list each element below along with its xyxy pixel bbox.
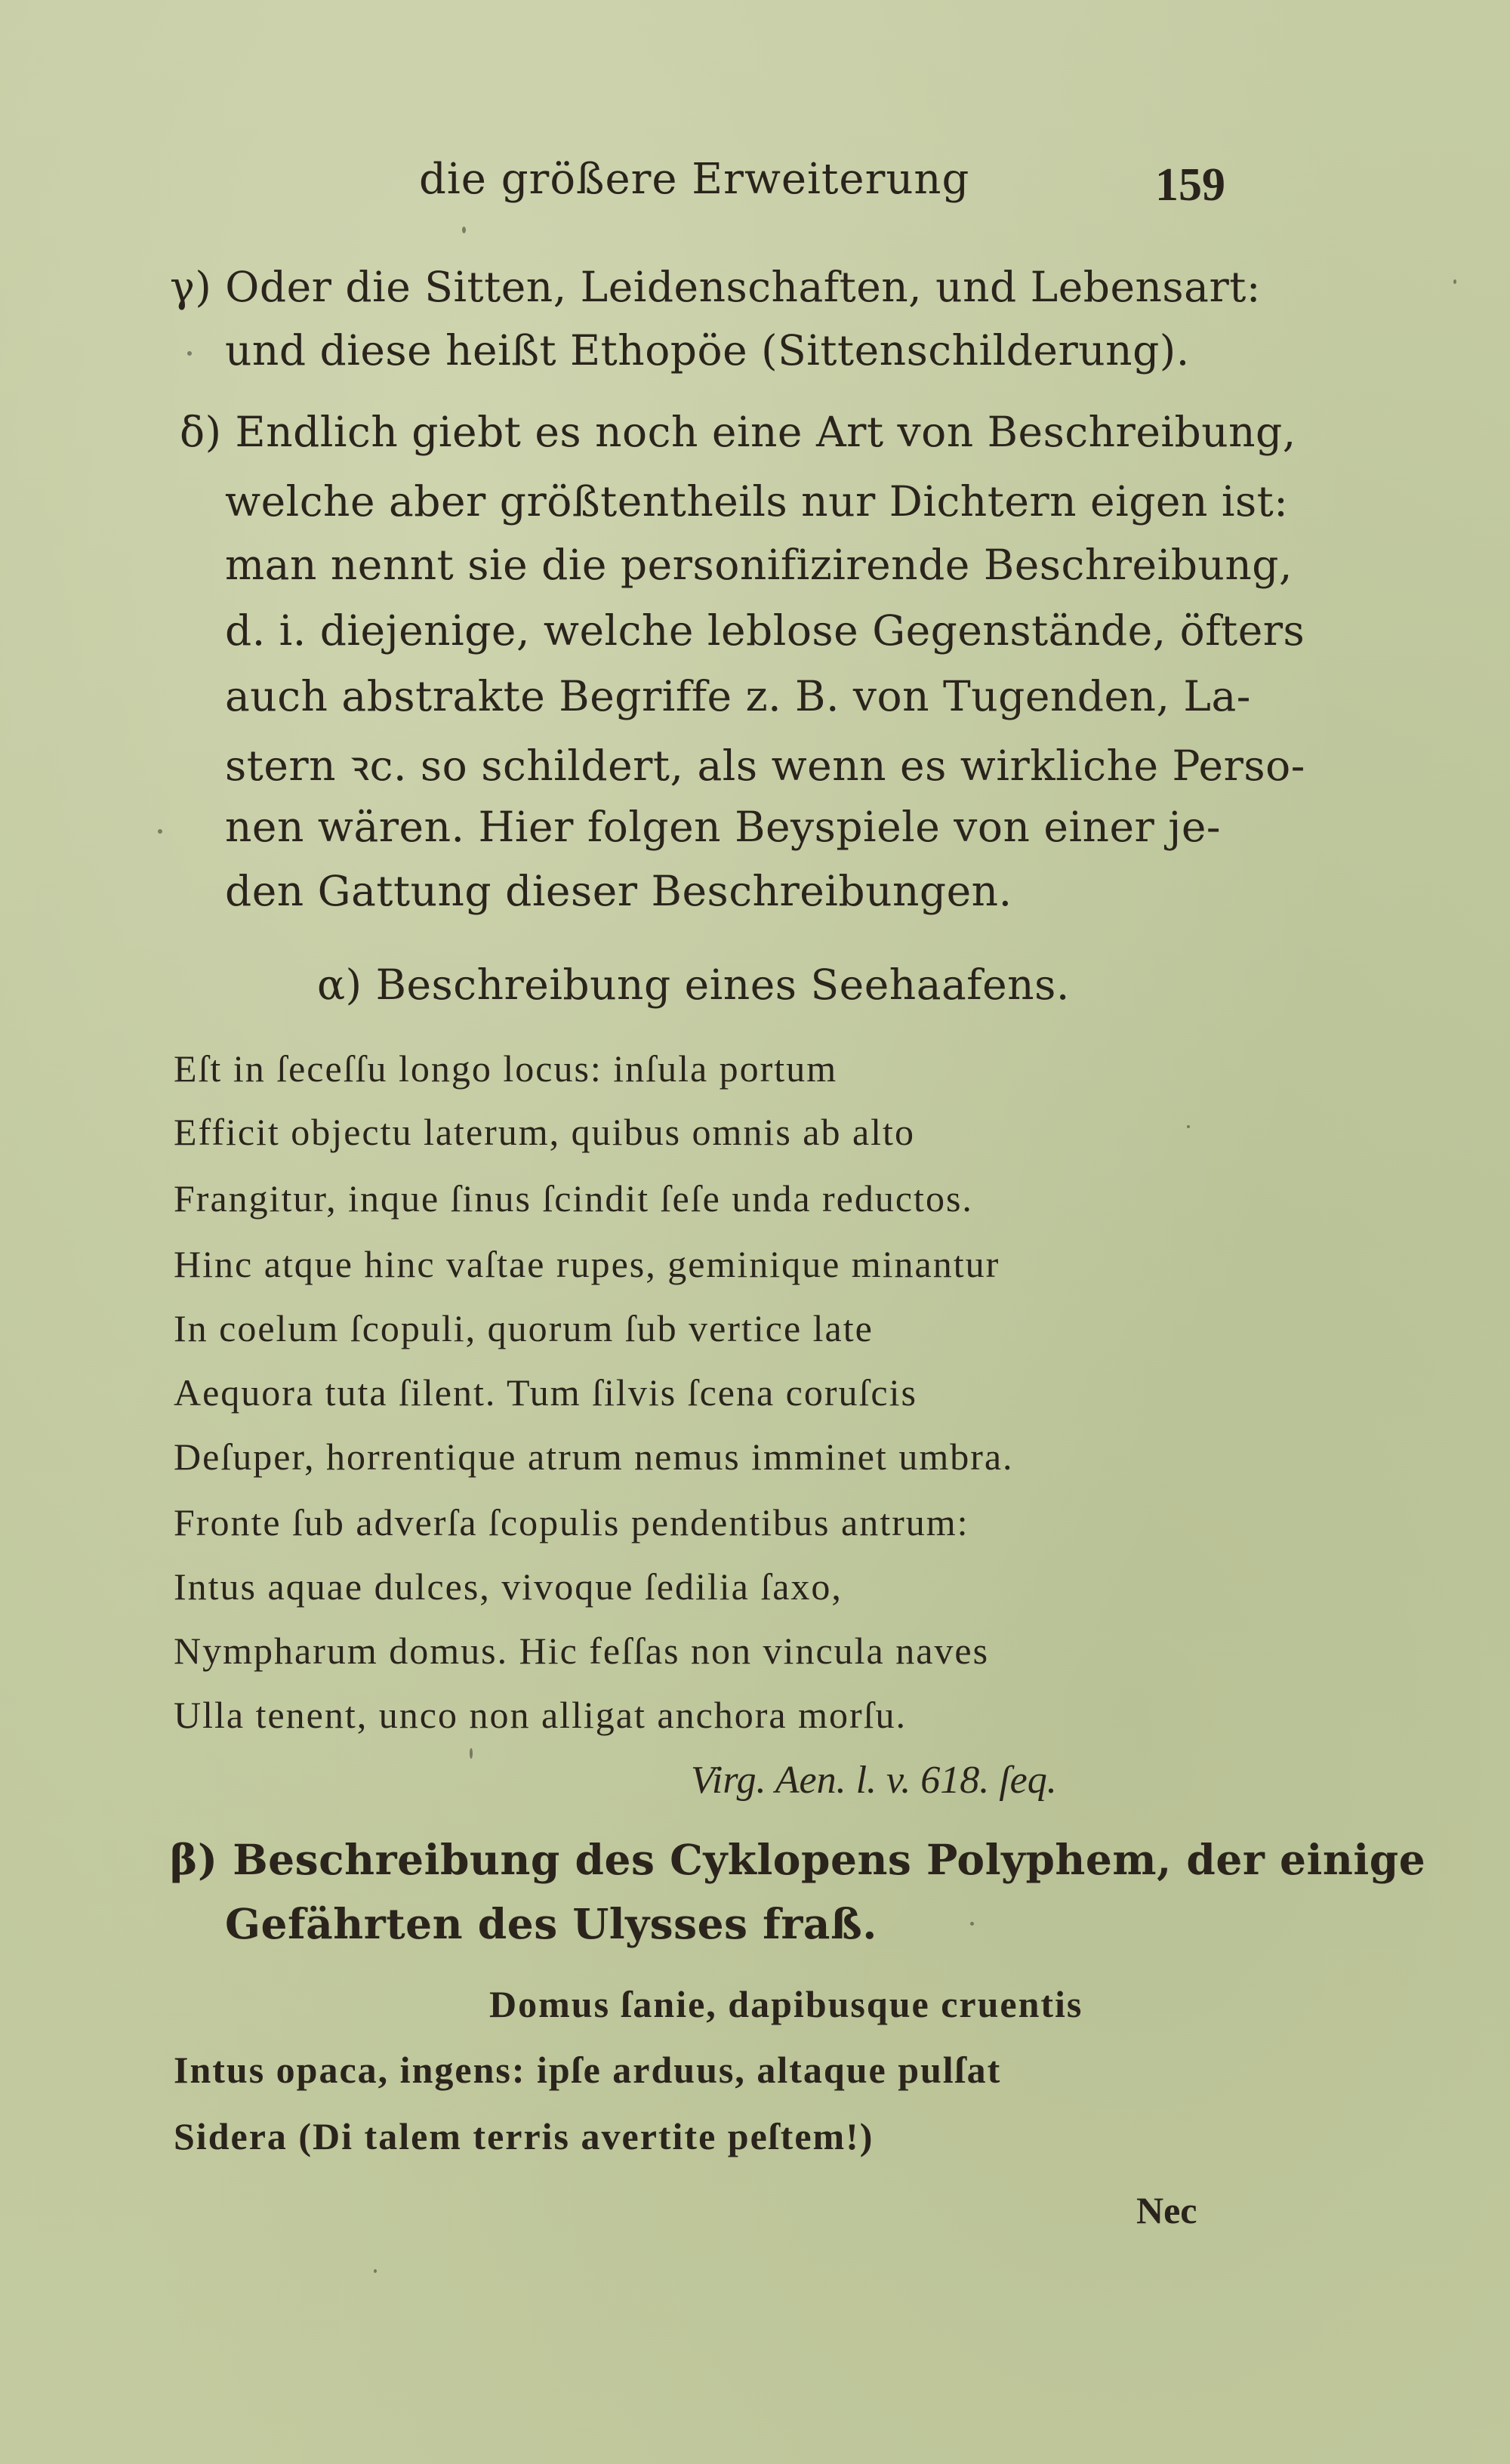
paper-speck xyxy=(158,829,162,834)
paragraph-gamma-line: γ) Oder die Sitten, Leidenschaften, und Lebensart: xyxy=(170,263,1261,311)
paragraph-delta-line: den Gattung dieser Beschreibungen. xyxy=(225,867,1012,915)
section-beta-heading-line: β) Beschreibung des Cyklopens Polyphem, der einige xyxy=(170,1835,1426,1884)
section-beta-heading-line: Gefährten des Ulysses fraß. xyxy=(225,1899,877,1948)
paragraph-delta-line: welche aber größtentheils nur Dichtern eigen ist: xyxy=(225,477,1289,526)
paper-speck xyxy=(1453,279,1456,284)
verse-line: Intus aquae dulces, vivoque ſedilia ſaxo, xyxy=(174,1565,843,1608)
verse-line: Efficit objectu laterum, quibus omnis ab alto xyxy=(174,1111,915,1153)
paragraph-delta-line: nen wären. Hier folgen Beyspiele von einer je- xyxy=(225,803,1221,851)
verse-line: Aequora tuta ſilent. Tum ſilvis ſcena coruſcis xyxy=(174,1371,917,1414)
paragraph-gamma-line: und diese heißt Ethopöe (Sittenschilderung). xyxy=(225,326,1190,375)
paper-speck xyxy=(374,2269,377,2273)
verse-line: In coelum ſcopuli, quorum ſub vertice late xyxy=(174,1307,874,1349)
verse-line: Sidera (Di talem terris avertite peſtem!) xyxy=(174,2115,874,2157)
verse-source-citation: Virg. Aen. l. v. 618. ſeq. xyxy=(691,1759,1057,1802)
paragraph-delta-line: δ) Endlich giebt es noch eine Art von Beschreibung, xyxy=(180,408,1296,456)
paper-speck xyxy=(970,1922,974,1926)
paragraph-delta-line: stern ꝛc. so schildert, als wenn es wirkliche Perso- xyxy=(225,742,1305,790)
paragraph-delta-line: d. i. diejenige, welche leblose Gegenstände, öfters xyxy=(225,606,1305,655)
paper-speck xyxy=(462,227,466,233)
verse-line: Deſuper, horrentique atrum nemus imminet umbra. xyxy=(174,1436,1014,1478)
paper-speck xyxy=(1187,1125,1190,1128)
verse-line: Frangitur, inque ſinus ſcindit ſeſe unda reductos. xyxy=(174,1177,973,1220)
verse-line: Ulla tenent, unco non alligat anchora morſu. xyxy=(174,1694,908,1736)
catchword: Nec xyxy=(1136,2189,1197,2231)
verse-line: Nympharum domus. Hic feſſas non vincula naves xyxy=(174,1630,990,1672)
page-number: 159 xyxy=(1155,159,1225,211)
verse-line: Hinc atque hinc vaſtae rupes, geminique minantur xyxy=(174,1243,1000,1285)
running-title: die größere Erweiterung xyxy=(419,155,970,204)
paper-speck xyxy=(187,351,192,356)
paragraph-delta-line: man nennt sie die personifizirende Beschreibung, xyxy=(225,541,1293,589)
paper-speck xyxy=(470,1748,473,1759)
section-alpha-heading: α) Beschreibung eines Seehaafens. xyxy=(317,961,1070,1009)
verse-line: Intus opaca, ingens: ipſe arduus, altaque pulſat xyxy=(174,2049,1002,2091)
verse-line: Fronte ſub adverſa ſcopulis pendentibus antrum: xyxy=(174,1501,969,1543)
verse-line: Eſt in ſeceſſu longo locus: inſula portum xyxy=(174,1047,838,1090)
paragraph-delta-line: auch abstrakte Begriffe z. B. von Tugenden, La- xyxy=(225,672,1251,720)
verse-line: Domus ſanie, dapibusque cruentis xyxy=(489,1983,1083,2025)
